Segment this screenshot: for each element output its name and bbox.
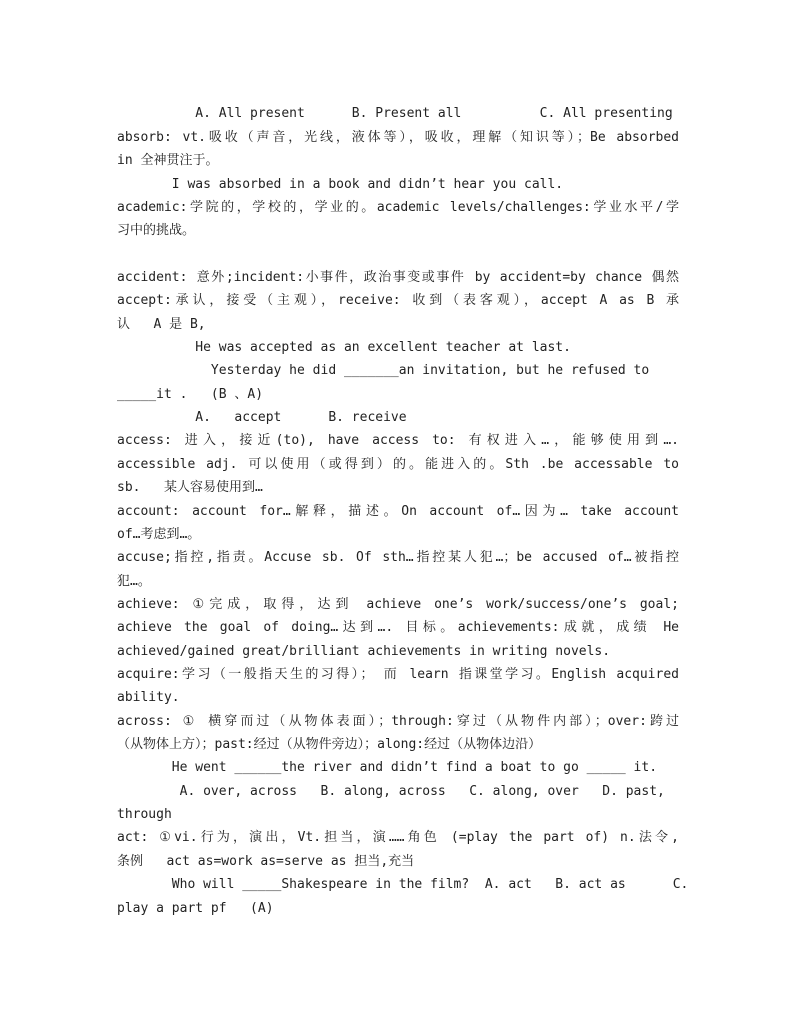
text-line: ability.: [117, 690, 180, 705]
text-line: through: [117, 807, 172, 822]
text-line: absorb: vt.吸收（声音，光线，液体等），吸收，理解（知识等）；Be absorbed: [117, 130, 679, 145]
text-line: academic:学院的，学校的，学业的。academic levels/challenges:学业水平/学: [117, 200, 679, 215]
text-line: achieved/gained great/brilliant achievements in writing novels.: [117, 644, 611, 659]
text-line: of…考虑到…。: [117, 527, 201, 542]
text-line: （从物体上方）；past:经过（从物件旁边）；along:经过（从物体边沿）: [117, 737, 542, 752]
text-line: accident: 意外;incident:小事件，政治事变或事件 by accident=by chance 偶然: [117, 270, 679, 285]
text-line: He was accepted as an excellent teacher at last.: [117, 340, 571, 355]
text-line: accept:承认，接受（主观），receive: 收到（表客观），accept A as B 承: [117, 293, 679, 308]
text-line: act: ①vi.行为，演出，Vt.担当，演……角色 (=play the part of) n.法令,: [117, 830, 679, 845]
text-line: accuse;指控,指责。Accuse sb. Of sth…指控某人犯…；be accused of…被指控: [117, 550, 679, 565]
text-line: 条例 act as=work as=serve as 担当,充当: [117, 854, 415, 869]
text-line: He went ______the river and didn’t find a boat to go _____ it.: [117, 760, 658, 775]
text-line: accessible adj. 可以使用（或得到）的。能进入的。Sth .be accessable to: [117, 457, 679, 472]
text-line: Who will _____Shakespeare in the film? A. act B. act as C.: [117, 877, 689, 892]
text-line: sb. 某人容易使用到…: [117, 480, 263, 495]
text-line: [117, 246, 679, 264]
text-line: achieve the goal of doing…达到…. 目标。achievements:成就，成绩 He: [117, 620, 679, 635]
text-line: 犯…。: [117, 574, 151, 589]
text-line: achieve: ①完成，取得，达到 achieve one’s work/success/one’s goal;: [117, 597, 679, 612]
text-line: in 全神贯注于。: [117, 153, 219, 168]
text-line: across: ① 横穿而过（从物体表面）；through:穿过（从物件内部）；over:跨过: [117, 714, 679, 729]
text-line: I was absorbed in a book and didn’t hear you call.: [117, 177, 564, 192]
text-line: play a part pf (A): [117, 901, 274, 916]
text-line: 认 A 是 B,: [117, 317, 206, 332]
text-line: Yesterday he did _______an invitation, but he refused to: [117, 363, 650, 378]
text-line: access: 进入，接近(to), have access to: 有权进入…，能够使用到….: [117, 433, 679, 448]
text-line: A. over, across B. along, across C. along, over D. past,: [117, 784, 665, 799]
text-line: A. accept B. receive: [117, 410, 407, 425]
text-line: account: account for…解释，描述。On account of…因为… take account: [117, 504, 679, 519]
text-line: 习中的挑战。: [117, 223, 196, 238]
text-line: acquire:学习（一般指天生的习得）； 而 learn 指课堂学习。English acquired: [117, 667, 679, 682]
text-line: A. All present B. Present all C. All presenting: [117, 106, 673, 121]
text-line: _____it . (B 、A): [117, 387, 264, 402]
